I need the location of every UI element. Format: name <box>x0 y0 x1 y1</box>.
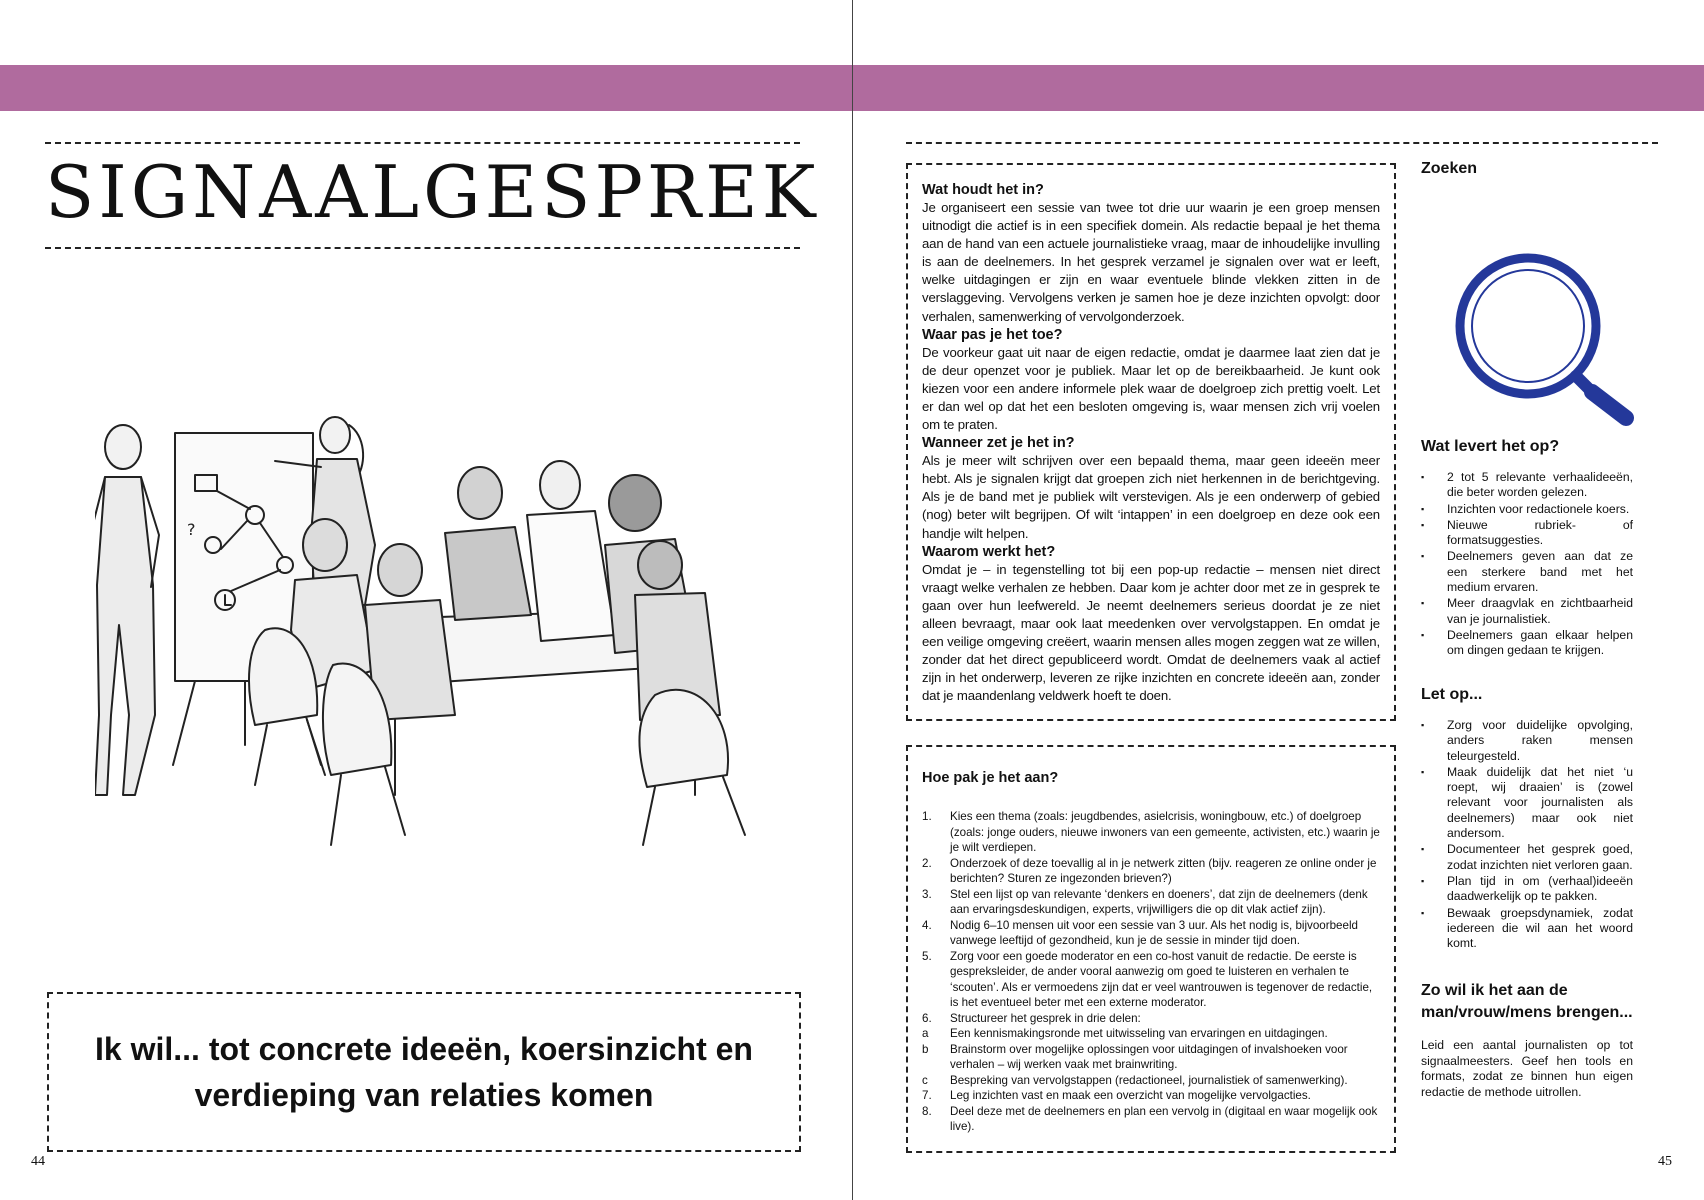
divider-bottom <box>45 247 800 249</box>
howto-box <box>906 745 1396 1153</box>
section-heading-what: Wat houdt het in? <box>922 182 1044 198</box>
divider-right-top <box>906 142 1658 144</box>
list-item <box>922 1073 1380 1089</box>
step-text: Stel een lijst op van relevante ‘denkers en doeners’, dat zijn de deelnemers (denk aan ervaringsdeskundigen, experts, vrijwilligers die op dit vlak actief zijn). <box>950 887 1368 916</box>
list-item <box>922 949 1380 1011</box>
yield-list <box>1421 470 1633 659</box>
claim-box <box>47 992 801 1152</box>
page-number-right: 45 <box>1658 1154 1672 1169</box>
yield-heading: Wat levert het op? <box>1421 438 1560 455</box>
standing-man <box>95 425 159 795</box>
info-box <box>906 163 1396 721</box>
list-item <box>922 856 1380 887</box>
step-number: 6. <box>922 1011 932 1025</box>
claim-text: Ik wil... tot concrete ideeën, koersinzicht en verdieping van relaties komen <box>95 1031 753 1113</box>
list-item <box>922 809 1380 856</box>
step-text: Nodig 6–10 mensen uit voor een sessie van 3 uur. Als het nodig is, bijvoorbeeld vanwege leeftijd of gezondheid, kun je de sessie in minder tijd doen. <box>950 918 1358 947</box>
step-number: 8. <box>922 1104 932 1118</box>
svg-text:?: ? <box>187 520 196 539</box>
step-text: Brainstorm over mogelijke oplossingen voor uitdagingen of invalshoeken voor verhalen – wij werken vaak met brainwriting. <box>950 1042 1348 1071</box>
step-text: Zorg voor een goede moderator en een co-host vanuit de redactie. De eerste is gespreksleider, de ander vooral aanwezig om goed te luisteren en verhalen te ‘scouten’. Als er vermoedens zijn dat er veel wantrouwen is tegenover de redactie, is het eventueel beter met een externe moderator. <box>950 949 1373 1009</box>
list-item: ▪ Deelnemers gaan elkaar helpen om dingen gedaan te krijgen. <box>1421 628 1633 659</box>
list-item: ▪ Deelnemers geven aan dat ze een sterkere band met het medium ervaren. <box>1421 549 1633 595</box>
sidebar-yield <box>1421 438 1633 660</box>
list-item: ▪ Meer draagvlak en zichtbaarheid van je journalistiek. <box>1421 596 1633 627</box>
page-title: SIGNAALGESPREK <box>45 150 820 234</box>
bring-text: Leid een aantal journalisten op tot signaalmeesters. Geef hen tools en formats, zodat ze binnen hun eigen redactie de methode uitrollen. <box>1421 1038 1633 1099</box>
page-spine <box>852 0 853 1200</box>
sidebar-bring <box>1421 980 1633 1100</box>
step-text: Structureer het gesprek in drie delen: <box>950 1011 1141 1025</box>
divider-top <box>45 142 800 144</box>
magnifier-icon <box>1448 248 1638 428</box>
list-item: ▪ Documenteer het gesprek goed, zodat inzichten niet verloren gaan. <box>1421 842 1633 873</box>
list-item <box>922 918 1380 949</box>
step-number: 3. <box>922 887 932 901</box>
step-number: c <box>922 1073 928 1087</box>
list-item: ▪ Nieuwe rubriek- of formatsuggesties. <box>1421 518 1633 549</box>
howto-steps <box>922 809 1380 1135</box>
meeting-illustration <box>95 415 815 955</box>
step-text: Kies een thema (zoals: jeugdbendes, asielcrisis, woningbouw, etc.) of doelgroep (zoals: jonge ouders, nieuwe inwoners van een gemeente, activisten, etc.) waarin je je wilt verdiepen. <box>950 810 1380 854</box>
list-item <box>922 1104 1380 1135</box>
section-heading-where: Waar pas je het toe? <box>922 326 1063 343</box>
search-heading: Zoeken <box>1421 160 1478 177</box>
step-number: b <box>922 1042 929 1056</box>
step-text: Bespreking van vervolgstappen (redactioneel, journalistiek of samenwerking). <box>950 1073 1348 1087</box>
page-number-left: 44 <box>31 1154 45 1169</box>
step-number: a <box>922 1027 929 1040</box>
section-text-what: Je organiseert een sessie van twee tot drie uur waarin je een groep mensen uitnodigt die actief is in een specifiek domein. Als redactie bepaal je het thema aan de hand van een actuele journalistieke vraag, maar de inhoudelijke invulling is aan de deelnemers. In het gesprek verzamel je signalen over wat er leeft, welke uitdagingen er zijn en waar eventuele blinde vlekken zitten in de verslaggeving. Vervolgens verken je samen hoe je deze inzichten opvolgt: door verhalen, samenwerking of vervolgonderzoek. <box>922 200 1380 324</box>
list-item <box>922 1011 1380 1027</box>
header-band-right <box>853 65 1704 111</box>
step-text: Leg inzichten vast en maak een overzicht van mogelijke vervolgacties. <box>950 1089 1311 1102</box>
list-item <box>922 887 1380 918</box>
list-item: ▪ 2 tot 5 relevante verhaalideeën, die beter worden gelezen. <box>1421 470 1633 501</box>
caution-heading: Let op... <box>1421 686 1483 703</box>
list-item <box>922 1026 1380 1042</box>
sidebar-caution <box>1421 686 1633 952</box>
step-number: 2. <box>922 856 932 870</box>
list-item: ▪ Zorg voor duidelijke opvolging, anders raken mensen teleurgesteld. <box>1421 718 1633 764</box>
howto-heading: Hoe pak je het aan? <box>922 770 1059 786</box>
sidebar-search <box>1421 160 1633 178</box>
step-number: 7. <box>922 1089 932 1102</box>
list-item <box>922 1088 1380 1104</box>
list-item <box>922 1042 1380 1073</box>
section-text-why: Omdat je – in tegenstelling tot bij een pop-up redactie – mensen niet direct vraagt welke verhalen ze hebben. Daar kom je achter door met ze in gesprek te gaan over hun leefwereld. Je neemt deelnemers serieus doordat je ze niet alleen bevraagt, maar ook laat meedenken over vervolgstappen. En omdat je een veilige omgeving creëert, waarin mensen alles mogen zeggen wat ze willen, zonder dat het direct gepubliceerd wordt. Omdat de deelnemers vaak al actief zijn in het onderwerp, leveren ze rijke inzichten en concrete ideeën aan, zonder dat je maandenlang veldwerk hoeft te doen. <box>922 561 1380 704</box>
list-item: ▪ Inzichten voor redactionele koers. <box>1421 502 1633 517</box>
list-item: ▪ Maak duidelijk dat het niet ‘u roept, wij draaien’ is (zowel relevant voor journalisten als deelnemers) maar ook niet andersom. <box>1421 765 1633 841</box>
list-item: ▪ Plan tijd in om (verhaal)ideeën daadwerkelijk op te pakken. <box>1421 874 1633 905</box>
step-number: 4. <box>922 918 932 932</box>
section-text-where: De voorkeur gaat uit naar de eigen redactie, omdat je daarmee laat zien dat je de deur openzet voor je publiek. Maar let op de bereikbaarheid. Je kunt ook kiezen voor een andere informele plek waar de doelgroep zich prettig voelt. Let er dan wel op dat het een besloten omgeving is, waar mensen zich vrij voelen om te praten. <box>922 344 1380 433</box>
list-item: ▪ Bewaak groepsdynamiek, zodat iedereen die wil aan het woord komt. <box>1421 906 1633 952</box>
caution-list <box>1421 718 1633 951</box>
step-number: 5. <box>922 949 932 963</box>
bring-heading: Zo wil ik het aan de man/vrouw/mens brengen... <box>1421 982 1633 1021</box>
section-text-when: Als je meer wilt schrijven over een bepaald thema, maar geen ideeën meer hebt. Als je signalen krijgt dat groepen zich niet herkennen in de berichtgeving. Als je de band met je publiek wilt verstevigen. Als je een onderwerp of gebied (nog) beter wilt begrijpen. Of wilt ‘intappen’ in een doelgroep en deze ook een handje wilt helpen. <box>922 453 1380 541</box>
step-number: 1. <box>922 810 932 823</box>
step-text: Onderzoek of deze toevallig al in je netwerk zitten (bijv. reageren ze online onder je berichten? Sturen ze ingezonden brieven?) <box>950 856 1377 885</box>
section-heading-when: Wanneer zet je het in? <box>922 435 1075 452</box>
step-text: Deel deze met de deelnemers en plan een vervolg in (digitaal en waar mogelijk ook live). <box>950 1104 1378 1133</box>
section-heading-why: Waarom werkt het? <box>922 543 1056 560</box>
step-text: Een kennismakingsronde met uitwisseling van ervaringen en uitdagingen. <box>950 1027 1328 1040</box>
